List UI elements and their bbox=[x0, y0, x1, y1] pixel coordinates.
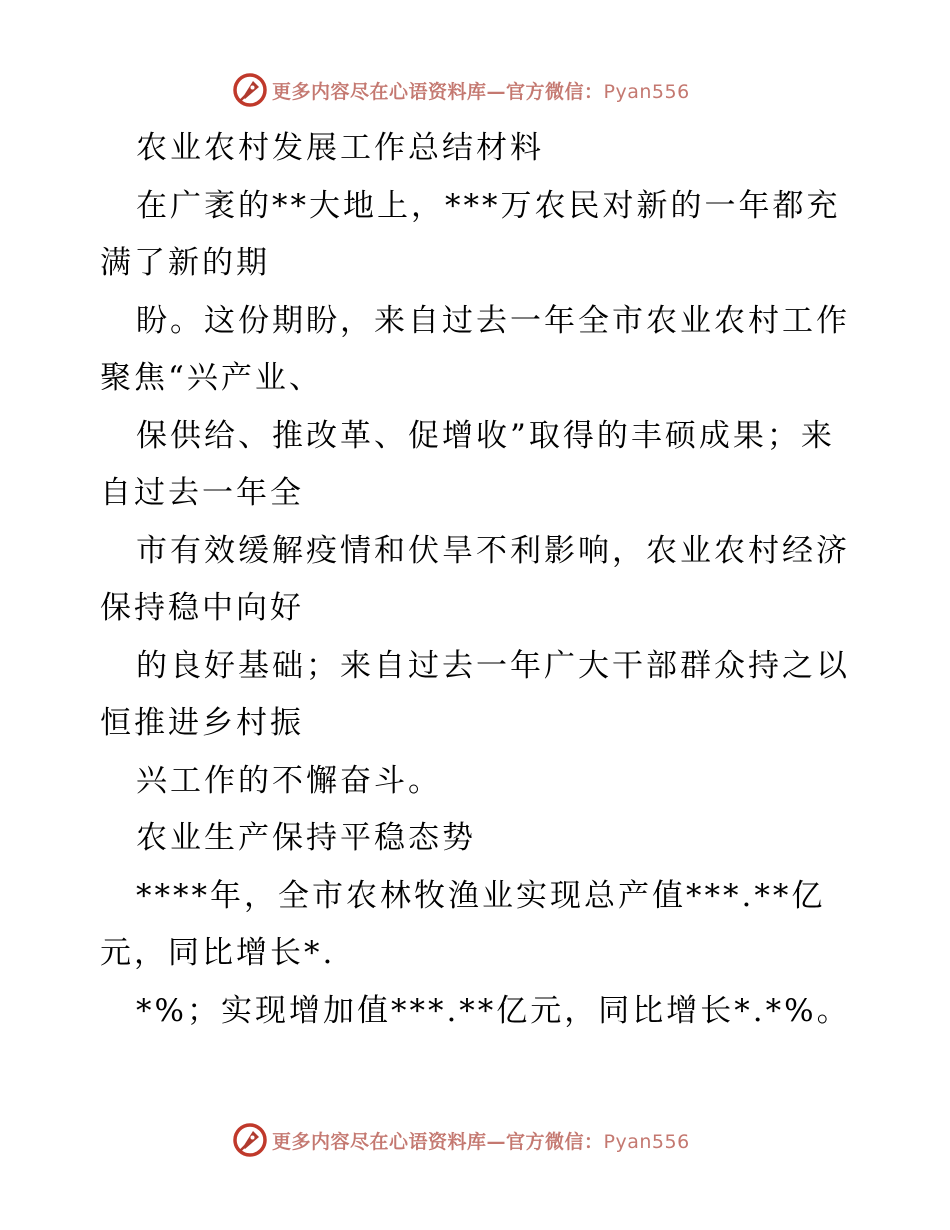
paragraph-line: *%；实现增加值***.**亿元，同比增长*.*%。 bbox=[136, 992, 851, 1029]
paragraph-line: 保供给、推改革、促增收”取得的丰硕成果；来 bbox=[136, 417, 835, 454]
document-body bbox=[100, 120, 860, 1040]
section-heading: 农业生产保持平稳态势 bbox=[136, 820, 476, 856]
paragraph-line: 元，同比增长*. bbox=[100, 935, 336, 971]
header-banner bbox=[232, 70, 690, 110]
paragraph-line: 保持稳中向好 bbox=[100, 590, 304, 626]
header-banner-account: Pyan556 bbox=[603, 80, 690, 103]
pen-nib-circle-icon bbox=[232, 72, 268, 108]
paragraph-line: 兴工作的不懈奋斗。 bbox=[136, 762, 442, 799]
footer-banner-text: 更多内容尽在心语资料库—官方微信：Pyan556 bbox=[272, 1130, 690, 1153]
paragraph-line: ****年，全市农林牧渔业实现总产值***.**亿 bbox=[136, 877, 826, 914]
footer-banner bbox=[232, 1120, 690, 1160]
paragraph-line: 的良好基础；来自过去一年广大干部群众持之以 bbox=[136, 647, 850, 684]
footer-banner-account: Pyan556 bbox=[603, 1130, 690, 1153]
paragraph-line: 自过去一年全 bbox=[100, 475, 304, 511]
paragraph-line: 满了新的期 bbox=[100, 245, 270, 281]
paragraph-line: 恒推进乡村振 bbox=[100, 705, 304, 741]
header-banner-text: 更多内容尽在心语资料库—官方微信：Pyan556 bbox=[272, 80, 690, 103]
pen-nib-circle-icon bbox=[232, 1122, 268, 1158]
paragraph-line: 在广袤的**大地上，***万农民对新的一年都充 bbox=[136, 187, 841, 224]
paragraph-line: 盼。这份期盼，来自过去一年全市农业农村工作 bbox=[136, 302, 850, 339]
document-title: 农业农村发展工作总结材料 bbox=[136, 130, 544, 166]
paragraph-line: 市有效缓解疫情和伏旱不利影响，农业农村经济 bbox=[136, 532, 850, 569]
paragraph-line: 聚焦“兴产业、 bbox=[100, 360, 323, 396]
